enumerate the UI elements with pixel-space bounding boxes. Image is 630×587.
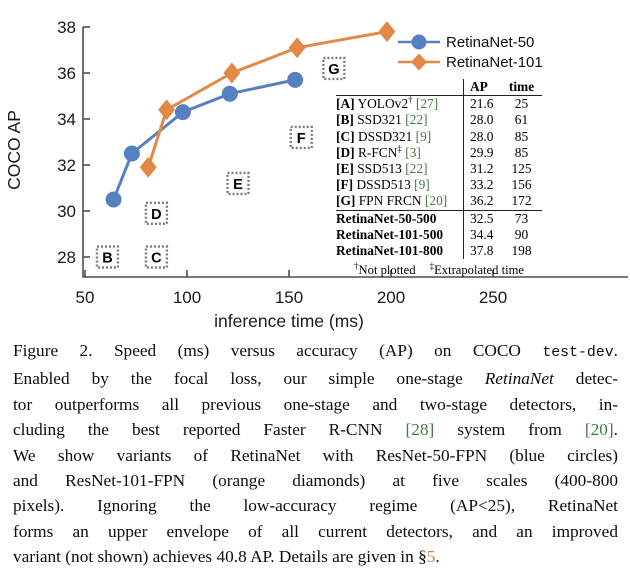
header-ap: AP [463, 79, 504, 95]
caption-text: Enabled by the focal loss, our simple one-stage [13, 369, 485, 389]
detector-name: [E] SSD513 [22] [336, 161, 428, 177]
caption-text: . [613, 420, 618, 440]
table-footnote [336, 259, 542, 278]
table-row [336, 193, 542, 210]
code-text: test-dev [542, 345, 614, 361]
footnote-marker: † [354, 261, 359, 272]
footnote: †Not plotted [354, 261, 416, 278]
x-tick-label: 50 [75, 288, 95, 307]
detector-name: [G] FPN FRCN [20] [336, 193, 448, 209]
table-row [336, 96, 542, 112]
annotation-letter-G: G [328, 61, 340, 78]
table-row [336, 145, 542, 161]
time-value: 61 [514, 112, 529, 128]
legend-label: RetinaNet-101 [446, 53, 543, 71]
header-name [336, 79, 463, 95]
data-point-retinanet-50 [124, 146, 140, 162]
ap-value: 28.0 [463, 129, 504, 145]
caption-text: Figure 2. Speed (ms) versus accuracy (AP) on COCO [13, 341, 543, 360]
y-tick-label: 34 [57, 110, 76, 129]
citation-link[interactable]: [9] [415, 128, 432, 144]
time-value: 172 [511, 193, 532, 209]
ap-value: 29.9 [463, 145, 504, 161]
caption-text: . [613, 341, 618, 360]
caption-text: forms an upper envelope of all current detectors, and an improved [13, 521, 618, 541]
x-axis-label: inference time (ms) [214, 311, 364, 331]
data-point-retinanet-50 [287, 72, 303, 88]
row-letter: [E] [336, 161, 354, 177]
data-point-retinanet-50 [175, 104, 191, 120]
x-tick-label: 200 [376, 288, 406, 307]
ap-value: 28.0 [463, 112, 504, 128]
caption-line [13, 366, 618, 391]
detector-name: [F] DSSD513 [9] [336, 177, 430, 193]
y-tick-label: 28 [57, 248, 76, 267]
blue-circle-marker-icon [396, 32, 442, 52]
table-row-retinanet [336, 211, 542, 227]
time-value: 85 [514, 128, 529, 144]
table-row-retinanet [336, 227, 542, 243]
data-point-retinanet-101 [289, 37, 306, 58]
x-tick-label: 250 [478, 288, 508, 307]
ap-value: 33.2 [463, 177, 504, 193]
data-point-retinanet-101 [378, 21, 395, 42]
detector-name: RetinaNet-101-500 [336, 226, 444, 242]
row-letter: [G] [336, 193, 356, 209]
table-row [336, 161, 542, 177]
caption-text: tor outperforms all previous one-stage and two-stage detectors, in- [13, 394, 618, 414]
caption-text: system from [434, 420, 585, 440]
time-value: 25 [514, 96, 529, 112]
series-line-retinanet-50 [114, 80, 296, 200]
caption-line [13, 392, 618, 417]
annotation-letter-D: D [151, 206, 162, 223]
caption-text: variant (not shown) achieves 40.8 AP. Details are given in [13, 547, 419, 567]
y-tick-label: 38 [57, 18, 76, 37]
footnote: ‡Extrapolated time [429, 261, 524, 278]
detector-name: [C] DSSD321 [9] [336, 128, 432, 144]
annotation-letter-E: E [233, 176, 243, 193]
y-tick-label: 30 [57, 202, 76, 221]
legend-item-retinanet-50 [396, 32, 543, 52]
row-letter: [F] [336, 177, 354, 193]
detector-name: RetinaNet-50-500 [336, 210, 437, 226]
citation-link[interactable]: [28] [405, 420, 435, 440]
caption-text: § [418, 547, 427, 567]
data-point-retinanet-101 [140, 157, 157, 178]
time-value: 73 [514, 210, 529, 226]
time-value: 85 [514, 144, 529, 160]
x-tick-label: 100 [172, 288, 202, 307]
citation-link[interactable]: [20] [584, 420, 614, 440]
citation-link[interactable]: [3] [405, 144, 421, 160]
footnote-marker: ‡ [397, 143, 402, 154]
y-tick-label: 32 [57, 156, 76, 175]
figure-caption [13, 338, 618, 570]
header-time: time [508, 79, 535, 94]
data-point-retinanet-50 [106, 192, 122, 208]
caption-text: cluding the best reported Faster R-CNN [13, 420, 406, 440]
data-point-retinanet-101 [158, 99, 175, 120]
row-letter: [D] [336, 144, 355, 160]
ap-value: 31.2 [463, 161, 504, 177]
x-tick-label: 150 [274, 288, 304, 307]
caption-line [13, 443, 618, 468]
table-row-retinanet [336, 243, 542, 259]
detector-name: [A] YOLOv2† [27] [336, 94, 439, 112]
table-header-row [336, 79, 542, 96]
caption-text: We show variants of RetinaNet with ResNet-50-FPN (blue circles) [13, 445, 618, 465]
caption-text: . [435, 547, 440, 567]
annotation-letter-F: F [296, 130, 306, 147]
time-value: 198 [511, 243, 532, 259]
annotation-letter-C: C [151, 250, 162, 267]
chart-legend [396, 32, 543, 72]
detector-comparison-table [336, 79, 542, 278]
y-axis-label: COCO AP [4, 110, 24, 190]
table-row [336, 177, 542, 193]
legend-item-retinanet-101 [396, 52, 543, 72]
detector-name: RetinaNet-101-800 [336, 243, 444, 259]
row-letter: [B] [336, 112, 354, 128]
ap-value: 34.4 [463, 227, 504, 243]
citation-link[interactable]: [22] [405, 161, 428, 177]
citation-link[interactable]: [20] [424, 193, 448, 209]
detector-name: [B] SSD321 [22] [336, 112, 428, 128]
ap-value: 32.5 [463, 211, 504, 227]
caption-text: detec- [553, 369, 619, 389]
detector-name: [D] R-FCN‡ [3] [336, 143, 421, 160]
y-tick-label: 36 [57, 64, 76, 83]
row-letter: [C] [336, 128, 355, 144]
row-letter: [A] [336, 96, 355, 112]
caption-line [13, 338, 618, 366]
caption-text: pixels). Ignoring the low-accuracy regime (AP<25), RetinaNet [13, 496, 618, 516]
annotation-letter-B: B [102, 250, 113, 267]
table-row [336, 129, 542, 145]
data-point-retinanet-50 [222, 86, 238, 102]
data-point-retinanet-101 [223, 63, 240, 84]
footnote-marker: ‡ [429, 261, 435, 272]
orange-diamond-marker-icon [396, 52, 442, 72]
time-value: 125 [511, 161, 532, 177]
ap-value: 37.8 [463, 243, 504, 259]
ap-value: 36.2 [463, 193, 504, 209]
emphasized-text: RetinaNet [484, 369, 554, 389]
table-row [336, 112, 542, 128]
citation-link[interactable]: [22] [405, 112, 428, 128]
caption-text: and ResNet-101-FPN (orange diamonds) at five scales (400-800 [13, 471, 618, 491]
citation-link[interactable]: [9] [414, 177, 430, 193]
time-value: 156 [511, 177, 532, 193]
caption-line [13, 519, 618, 544]
ap-value: 21.6 [463, 96, 504, 112]
caption-line [13, 468, 618, 493]
legend-label: RetinaNet-50 [446, 33, 535, 51]
caption-line [13, 417, 618, 442]
caption-line [13, 493, 618, 518]
time-value: 90 [514, 226, 529, 242]
footnote-marker: † [408, 94, 413, 105]
section-link[interactable]: 5 [426, 547, 436, 567]
caption-line [13, 544, 618, 569]
citation-link[interactable]: [27] [415, 96, 439, 112]
